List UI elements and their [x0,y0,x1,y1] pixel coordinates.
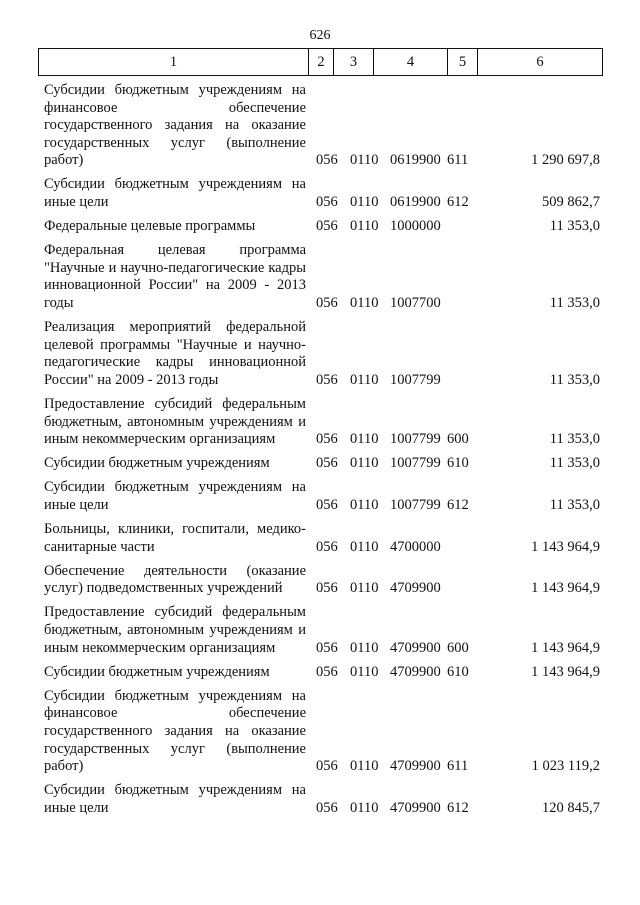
row-sum: 1 143 964,9 [531,639,600,656]
row-gr: 056 [316,455,338,472]
row-vr: 600 [447,639,469,656]
row-name: Субсидии бюджетным учреждениям на иные цели [44,782,306,816]
row-sum: 11 353,0 [549,431,600,448]
row-gr: 056 [316,639,338,656]
table-row [44,176,600,211]
row-cs: 4709900 [390,639,441,656]
row-rz: 0110 [350,538,379,555]
row-vr: 612 [447,194,469,211]
table-row [44,396,600,449]
row-vr: 610 [447,455,469,472]
table-row [44,563,600,598]
row-gr: 056 [316,496,338,513]
table-row [44,782,600,817]
budget-table-body [44,82,600,824]
row-vr: 612 [447,799,469,816]
row-cs: 4709900 [390,799,441,816]
row-vr: 612 [447,496,469,513]
row-rz: 0110 [350,295,379,312]
row-cs: 1007799 [390,371,441,388]
table-row [44,479,600,514]
row-name: Федеральная целевая программа "Научные и научно-педагогические кадры инновационной России" на 2009 - 2013 годы [44,242,306,312]
row-gr: 056 [316,580,338,597]
column-header-2: 2 [309,49,334,75]
row-rz: 0110 [350,580,379,597]
row-name: Субсидии бюджетным учреждениям на иные цели [44,479,306,513]
row-rz: 0110 [350,218,379,235]
row-name: Субсидии бюджетным учреждениям [44,455,270,472]
row-name: Реализация мероприятий федеральной целевой программы "Научные и научно-педагогические кадры инновационной России" на 2009 - 2013 годы [44,319,306,388]
row-sum: 11 353,0 [549,218,600,235]
table-row [44,604,600,657]
row-cs: 4700000 [390,538,441,555]
row-rz: 0110 [350,496,379,513]
row-name: Федеральные целевые программы [44,218,256,235]
table-row [44,521,600,556]
table-row [44,218,600,236]
row-gr: 056 [316,152,338,169]
row-cs: 1000000 [390,218,441,235]
row-rz: 0110 [350,194,379,211]
row-name: Субсидии бюджетным учреждениям на иные цели [44,176,306,211]
row-rz: 0110 [350,455,379,472]
row-rz: 0110 [350,639,379,656]
row-rz: 0110 [350,799,379,816]
row-cs: 1007799 [390,496,441,513]
row-cs: 1007799 [390,455,441,472]
row-sum: 1 290 697,8 [531,152,600,169]
row-gr: 056 [316,218,338,235]
column-header-3: 3 [334,49,374,75]
row-cs: 4709900 [390,663,441,680]
row-vr: 611 [447,152,469,169]
row-rz: 0110 [350,758,379,775]
row-rz: 0110 [350,431,379,448]
row-name: Предоставление субсидий федеральным бюджетным, автономным учреждениям и иным некоммерческим организациям [44,396,306,448]
row-gr: 056 [316,194,338,211]
table-row [44,455,600,473]
row-rz: 0110 [350,663,379,680]
row-name: Обеспечение деятельности (оказание услуг) подведомственных учреждений [44,562,306,597]
table-row [44,664,600,682]
row-cs: 0619900 [390,152,441,169]
table-row [44,688,600,776]
row-sum: 11 353,0 [549,496,600,513]
row-cs: 1007799 [390,431,441,448]
row-cs: 4709900 [390,580,441,597]
row-rz: 0110 [350,371,379,388]
row-vr: 611 [447,758,469,775]
row-sum: 1 143 964,9 [531,580,600,597]
row-sum: 1 143 964,9 [531,538,600,555]
row-vr: 610 [447,663,469,680]
table-row [44,242,600,312]
row-sum: 11 353,0 [549,455,600,472]
row-name: Субсидии бюджетным учреждениям на финансовое обеспечение государственного задания на оказание государственных услуг (выполнение работ) [44,687,306,775]
row-sum: 120 845,7 [542,799,600,816]
column-header-4: 4 [374,49,448,75]
row-gr: 056 [316,758,338,775]
row-cs: 0619900 [390,194,441,211]
row-gr: 056 [316,663,338,680]
row-sum: 509 862,7 [542,194,600,211]
row-gr: 056 [316,371,338,388]
row-name: Больницы, клиники, госпитали, медико-санитарные части [44,521,306,555]
row-gr: 056 [316,538,338,555]
row-name: Предоставление субсидий федеральным бюджетным, автономным учреждениям и иным некоммерческим организациям [44,604,306,656]
table-row [44,319,600,389]
row-gr: 056 [316,295,338,312]
table-row [44,82,600,170]
column-header-1: 1 [39,49,309,75]
row-name: Субсидии бюджетным учреждениям на финансовое обеспечение государственного задания на оказание государственных услуг (выполнение работ) [44,82,306,169]
row-sum: 1 143 964,9 [531,663,600,680]
row-sum: 11 353,0 [549,295,600,312]
column-header-row [38,48,603,76]
row-rz: 0110 [350,152,379,169]
row-cs: 4709900 [390,758,441,775]
column-header-5: 5 [448,49,478,75]
row-vr: 600 [447,431,469,448]
row-sum: 11 353,0 [549,371,600,388]
row-name: Субсидии бюджетным учреждениям [44,663,270,680]
row-cs: 1007700 [390,295,441,312]
page-number: 626 [309,28,331,43]
row-gr: 056 [316,799,338,816]
row-gr: 056 [316,431,338,448]
column-header-6: 6 [536,53,544,70]
row-sum: 1 023 119,2 [531,758,600,775]
